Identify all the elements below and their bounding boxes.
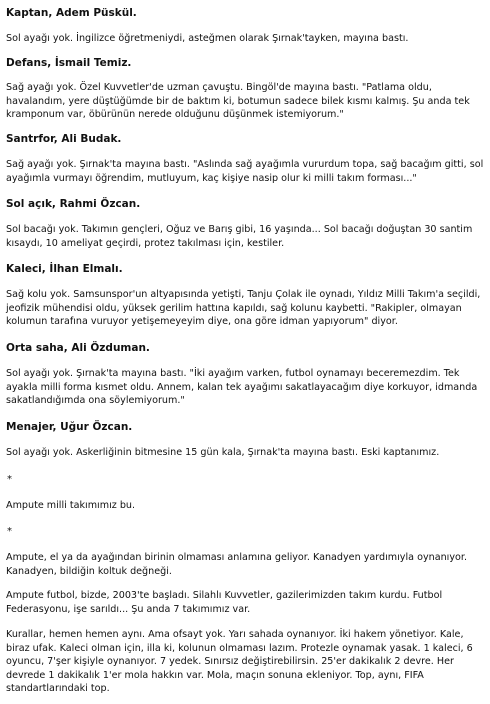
section-text-striker: Sağ ayağı yok. Şırnak'ta mayına bastı. "Aslında sağ ayağımla vururdum topa, sağ bacağım gitti, sol ayağımla vurmayı öğrendim, mutluyum, kaç kişiye nasip olur ki milli takım forması..." bbox=[6, 159, 484, 184]
section-text-goalkeeper: Sağ kolu yok. Samsunspor'un altyapısında yetişti, Tanju Çolak ile oynadı, Yıldız Milli Takım'a seçildi, jeofizik mühendisi oldu, yüksek gerilim hattına kapıldı, sağ kolunu kaybetti. "Rakipler, olmayan kolumun tarafına vuruyor yetişemeyeyim diye, ona göre idman yapıyorum" diyor. bbox=[6, 289, 481, 327]
closing-paragraph: Kurallar, hemen hemen aynı. Ama ofsayt yok. Yarı sahada oynanıyor. İki hakem yönetiyor. Kale, biraz ufak. Kaleci olman için, illa ki, kolunun olmaması lazım. Protezle oynamak yasak. 1 kaleci, 6 oyuncu, 7'şer kişiyle oynanıyor. 7 yedek. Sınırsız değiştirebilirsin. 25'er dakikalık 2 devre. Her devrede 1 dakikalık 1'er mola hakkın var. Mola, maçın sonuna ekleniyor. Top, aynı, FIFA standartlarındaki top. bbox=[6, 629, 473, 694]
section-heading-defense: Defans, İsmail Temiz. bbox=[6, 57, 132, 69]
ampute-team-line: Ampute milli takımımız bu. bbox=[6, 500, 136, 511]
separator-asterisk: * bbox=[7, 526, 12, 537]
section-text-manager: Sol ayağı yok. Askerliğinin bitmesine 15 gün kala, Şırnak'ta mayına bastı. Eski kaptanımız. bbox=[6, 447, 440, 458]
section-text-defense: Sağ ayağı yok. Özel Kuvvetler'de uzman çavuştu. Bingöl'de mayına bastı. "Patlama oldu, havalandım, yere düştüğümde bir de baktım ki, botumun sadece bilek kısmı kalmış. Şu anda tek kramponum var, öbürünün nerede olduğunu düşünmek istemiyorum." bbox=[6, 82, 470, 120]
section-heading-goalkeeper: Kaleci, İlhan Elmalı. bbox=[6, 263, 123, 275]
section-heading-captain: Kaptan, Adem Püskül. bbox=[6, 7, 137, 19]
section-text-midfield: Sol ayağı yok. Şırnak'ta mayına bastı. "İki ayağım varken, futbol oynamayı beceremezdim. Tek ayakla milli forma kısmet oldu. Annem, kalan tek ayağımı sakatlayacağım diye korkuyor, idmanda sakatlandığımda ona söylemiyorum." bbox=[6, 368, 478, 406]
section-heading-manager: Menajer, Uğur Özcan. bbox=[6, 421, 133, 433]
closing-paragraph: Ampute, el ya da ayağından birinin olmaması anlamına geliyor. Kanadyen yardımıyla oynanıyor. Kanadyen, bildiğin koltuk değneği. bbox=[6, 552, 467, 577]
section-heading-midfield: Orta saha, Ali Özduman. bbox=[6, 342, 150, 354]
closing-paragraph: Ampute futbol, bizde, 2003'te başladı. Silahlı Kuvvetler, gazilerimizden takım kurdu. Futbol Federasyonu, işe sarıldı... Şu anda 7 takımımız var. bbox=[6, 590, 443, 615]
section-heading-striker: Santrfor, Ali Budak. bbox=[6, 133, 122, 145]
separator-asterisk: * bbox=[7, 474, 12, 485]
section-heading-left-wing: Sol açık, Rahmi Özcan. bbox=[6, 198, 141, 210]
section-text-left-wing: Sol bacağı yok. Takımın gençleri, Oğuz ve Barış gibi, 16 yaşında... Sol bacağı doğuştan 30 santim kısaydı, 10 ameliyat geçirdi, protez takılması için, kestiler. bbox=[6, 224, 473, 249]
section-text-captain: Sol ayağı yok. İngilizce öğretmeniydi, asteğmen olarak Şırnak'tayken, mayına bastı. bbox=[6, 33, 409, 44]
